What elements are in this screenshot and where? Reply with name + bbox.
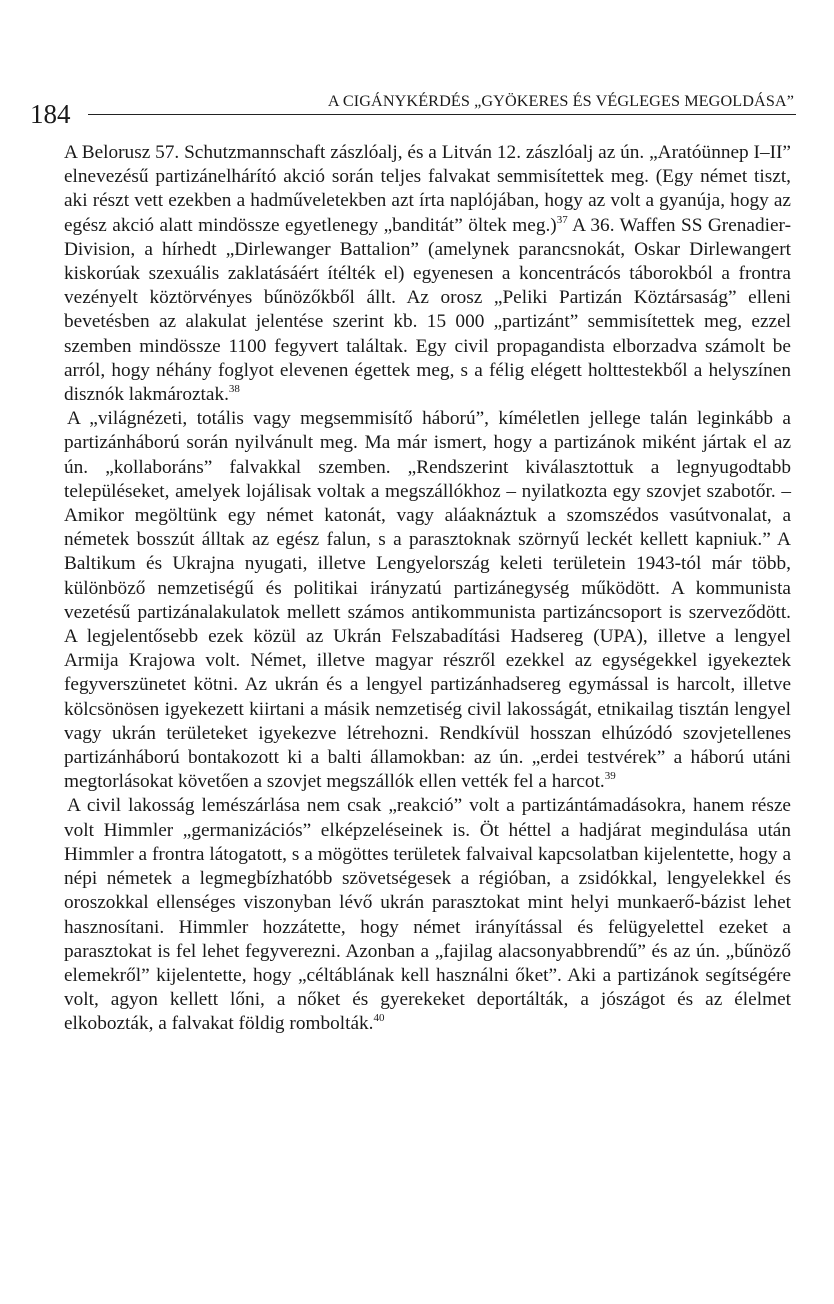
- footnote-reference: 38: [228, 383, 240, 396]
- header-rule: [88, 114, 796, 115]
- footnote-reference: 37: [556, 213, 568, 226]
- footnote-reference: 39: [604, 770, 616, 783]
- paragraph-text: A civil lakosság lemészárlása nem csak „reakció” volt a partizántámadásokra, hanem része volt Himmler „germanizációs” elképzeléseinek is. Öt héttel a hadjárat megindulása után Himmler a frontra látogatott, s a mögöttes területek falvaival kapcsolatban kijelentette, hogy a népi németek a legmegbízhatóbb szövetségesek a régióban, a zsidókkal, lengyelekkel és oroszokkal ellenséges viszonyban lévő ukrán parasztokat mint helyi munkaerő-bázist lehet hasznosítani. Himmler hozzátette, hogy német irányítással és felügyelettel ezeket a parasztokat is fel lehet fegyverezni. Azonban a „fajilag alacsonyabbrendű” és az ún. „bűnöző elemekről” kijelentette, hogy „céltáblának kell használni őket”. Aki a partizánok segítségére volt, agyon kellett lőni, a nőket és gyerekeket deportálták, a jószágot és az élelmet elkobozták, a falvakat földig rombolták.: [64, 795, 791, 1035]
- paragraph-text: A Belorusz 57. Schutzmannschaft zászlóalj, és a Litván 12. zászlóalj az ún. „Aratóünnep I–II” elnevezésű partizánelhárító akció során teljes falvakat semmisítettek meg. (Egy német tiszt, aki részt vett ezekben a hadműveletekben azt írta naplójában, hogy az volt a gyanúja, hogy az egész akció alatt mindössze egyetlenegy „banditát” öltek meg.): [64, 142, 791, 236]
- paragraph-text: A „világnézeti, totális vagy megsemmisítő háború”, kíméletlen jellege talán leginkább a partizánháború során nyilvánult meg. Ma már ismert, hogy a partizánok miként jártak el az ún. „kollaboráns” falvakkal szemben. „Rendszerint kiválasztottuk a legnyugodtabb településeket, amelyek lojálisak voltak a megszállókhoz – nyilatkozta egy szovjet szabotőr. – Amikor megöltünk egy német katonát, vagy aláaknáztuk a szomszédos vasútvonalat, a németek bosszút álltak az egész falun, s a parasztoknak szörnyű leckét kellett kapniuk.” A Baltikum és Ukrajna nyugati, illetve Lengyelország keleti területein 1943-tól már több, különböző nemzetiségű és politikai irányzatú partizánegység működött. A kommunista vezetésű partizánalakulatok mellett számos antikommunista partizáncsoport is szerveződött. A legjelentősebb ezek közül az Ukrán Felszabadítási Hadsereg (UPA), illetve a lengyel Armija Krajowa volt. Német, illetve magyar részről ezekkel az egységekkel igyekeztek fegyverszünetet kötni. Az ukrán és a lengyel partizánhadsereg egymással is harcolt, illetve kölcsönösen igyekezett kiirtani a másik nemzetiség civil lakosságát, etnikailag tisztán lengyel vagy ukrán területeket igyekezve létrehozni. Rendkívül hosszan elhúzódó szovjetellenes partizánháború bontakozott ki a balti államokban: az ún. „erdei testvérek” a háború utáni megtorlásokat követően a szovjet megszállók ellen vették fel a harcot.: [64, 408, 791, 793]
- paragraph-text: A 36. Waffen SS Grenadier-Division, a hírhedt „Dirlewanger Battalion” (amelynek parancsnokát, Oskar Dirlewangert kiskorúak szexuális zaklatásáért ítélték el) egyenesen a koncentrácós táborokból a frontra vezényelt köztörvényes bűnözőkből állt. Az orosz „Peliki Partizán Köztársaság” elleni bevetésben az alakulat jelentése szerint kb. 15 000 „partizánt” semmisítettek meg, ezzel szemben mindössze 1100 fegyvert találtak. Egy civil propagandista elborzadva számolt be arról, hogy néhány foglyot elevenen égettek meg, s a félig elégett holttestekből a helyszínen disznók lakmároztak.: [64, 214, 791, 406]
- paragraph: [64, 407, 791, 794]
- body-text: [64, 141, 791, 1037]
- running-title: A CIGÁNYKÉRDÉS „GYÖKERES ÉS VÉGLEGES MEGOLDÁSA”: [327, 92, 794, 110]
- paragraph: [64, 794, 791, 1036]
- page-number: 184: [30, 99, 71, 129]
- paragraph: [64, 141, 791, 407]
- footnote-reference: 40: [373, 1012, 385, 1025]
- page-header: [30, 88, 802, 128]
